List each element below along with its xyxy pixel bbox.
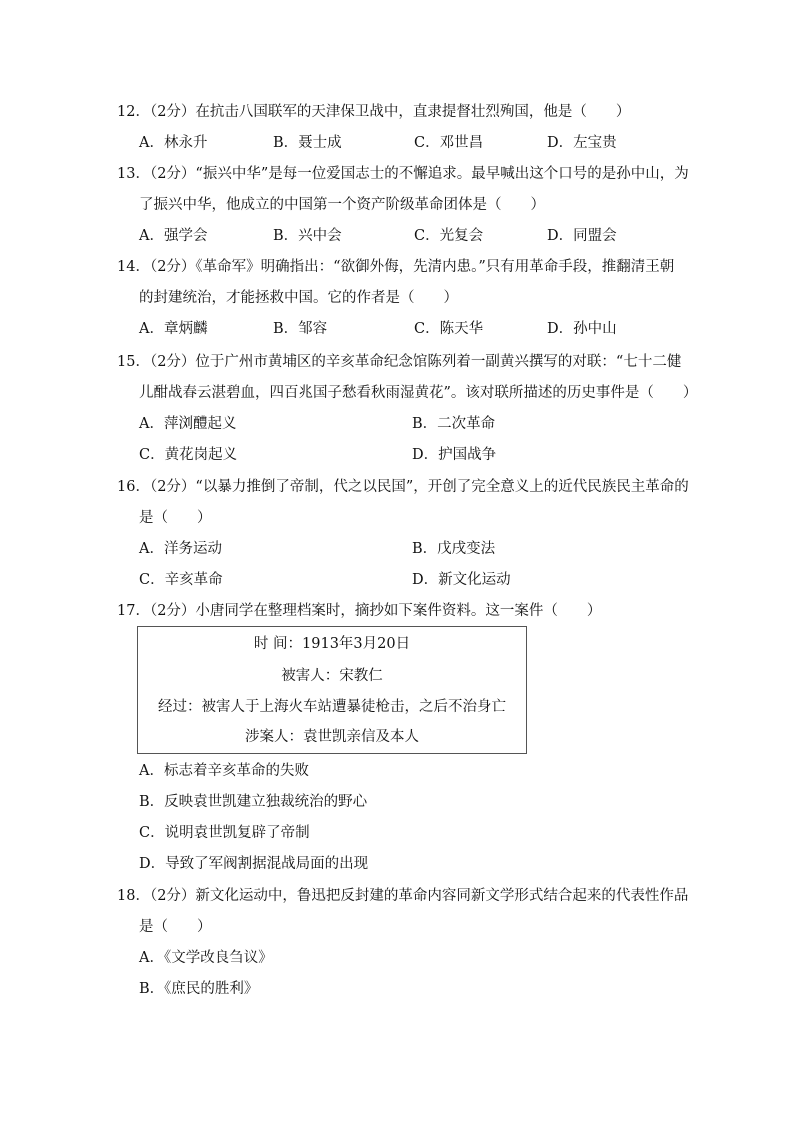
question-14-options [139,314,699,345]
question-16-options-row-2 [139,565,699,596]
question-16-options-row-1 [139,534,699,565]
option-b[interactable]: B．反映袁世凯建立独裁统治的野心 [139,794,368,810]
case-process: 经过：被害人于上海火车站遭暴徒枪击，之后不治身亡 [158,699,506,715]
case-suspects: 涉案人：袁世凯亲信及本人 [245,729,419,745]
option-c[interactable]: C．邓世昌 [414,135,484,151]
question-13-stem [117,159,689,221]
option-c[interactable]: C．黄花岗起义 [139,447,238,463]
question-16-line-2: 是（ ） [139,510,212,526]
option-a[interactable]: A．章炳麟 [139,321,208,337]
option-b[interactable]: B．《庶民的胜利》 [139,981,259,997]
question-14-line-1: 14．（2分）《革命军》明确指出：“欲御外侮，先清内患。”只有用革命手段，推翻清王朝 [117,259,675,275]
option-d[interactable]: D．导致了军阀割据混战局面的出现 [139,856,369,872]
question-13-line-2: 了振兴中华，他成立的中国第一个资产阶级革命团体是（ ） [139,197,545,213]
case-victim: 被害人：宋教仁 [281,668,383,684]
question-16-stem [117,472,689,534]
question-14-stem [117,252,682,314]
option-c[interactable]: C．陈天华 [414,321,484,337]
question-13-options [139,221,699,252]
question-12-options [139,128,699,159]
option-d[interactable]: D．左宝贵 [547,135,617,151]
option-c[interactable]: C．光复会 [414,228,484,244]
question-18-line-2: 是（ ） [139,919,212,935]
option-a[interactable]: A．《文学改良刍议》 [139,950,273,966]
case-time: 时 间：1913年3月20日 [253,636,411,652]
question-18-line-1: 18．（2分）新文化运动中，鲁迅把反封建的革命内容同新文学形式结合起来的代表性作品 [117,888,689,904]
option-b[interactable]: B．兴中会 [273,228,342,244]
question-16-line-1: 16．（2分）“以暴力推倒了帝制，代之以民国”，开创了完全意义上的近代民族民主革命的 [117,479,689,495]
option-d[interactable]: D．孙中山 [547,321,617,337]
question-15-stem [117,347,698,409]
question-13-line-1: 13．（2分）“振兴中华”是每一位爱国志士的不懈追求。最早喊出这个口号的是孙中山，为 [117,166,689,182]
question-15-options-row-2 [139,440,699,471]
option-c[interactable]: C．辛亥革命 [139,572,223,588]
case-record-box [137,626,527,754]
option-b[interactable]: B．邹容 [273,321,328,337]
option-d[interactable]: D．同盟会 [547,228,617,244]
question-18-stem [117,881,689,943]
question-15-options-row-1 [139,409,699,440]
option-d[interactable]: D．护国战争 [412,447,497,463]
option-b[interactable]: B．聂士成 [273,135,342,151]
option-a[interactable]: A．萍浏醴起义 [139,416,237,432]
option-d[interactable]: D．新文化运动 [412,572,511,588]
question-15-line-1: 15．（2分）位于广州市黄埔区的辛亥革命纪念馆陈列着一副黄兴撰写的对联：“七十二健 [117,354,682,370]
option-b[interactable]: B．戊戌变法 [412,541,496,557]
question-12-stem: 12．（2分）在抗击八国联军的天津保卫战中，直隶提督壮烈殉国，他是（ ） [117,104,631,120]
option-a[interactable]: A．洋务运动 [139,541,222,557]
option-a[interactable]: A．标志着辛亥革命的失败 [139,763,309,779]
question-14-line-2: 的封建统治，才能拯救中国。它的作者是（ ） [139,290,458,306]
option-b[interactable]: B．二次革命 [412,416,496,432]
option-a[interactable]: A．林永升 [139,135,208,151]
question-17-stem: 17．（2分）小唐同学在整理档案时，摘抄如下案件资料。这一案件（ ） [117,603,602,619]
option-c[interactable]: C．说明袁世凯复辟了帝制 [139,825,310,841]
question-15-line-2: 儿酣战春云湛碧血，四百兆国子愁看秋雨湿黄花”。该对联所描述的历史事件是（ ） [139,385,698,401]
option-a[interactable]: A．强学会 [139,228,208,244]
